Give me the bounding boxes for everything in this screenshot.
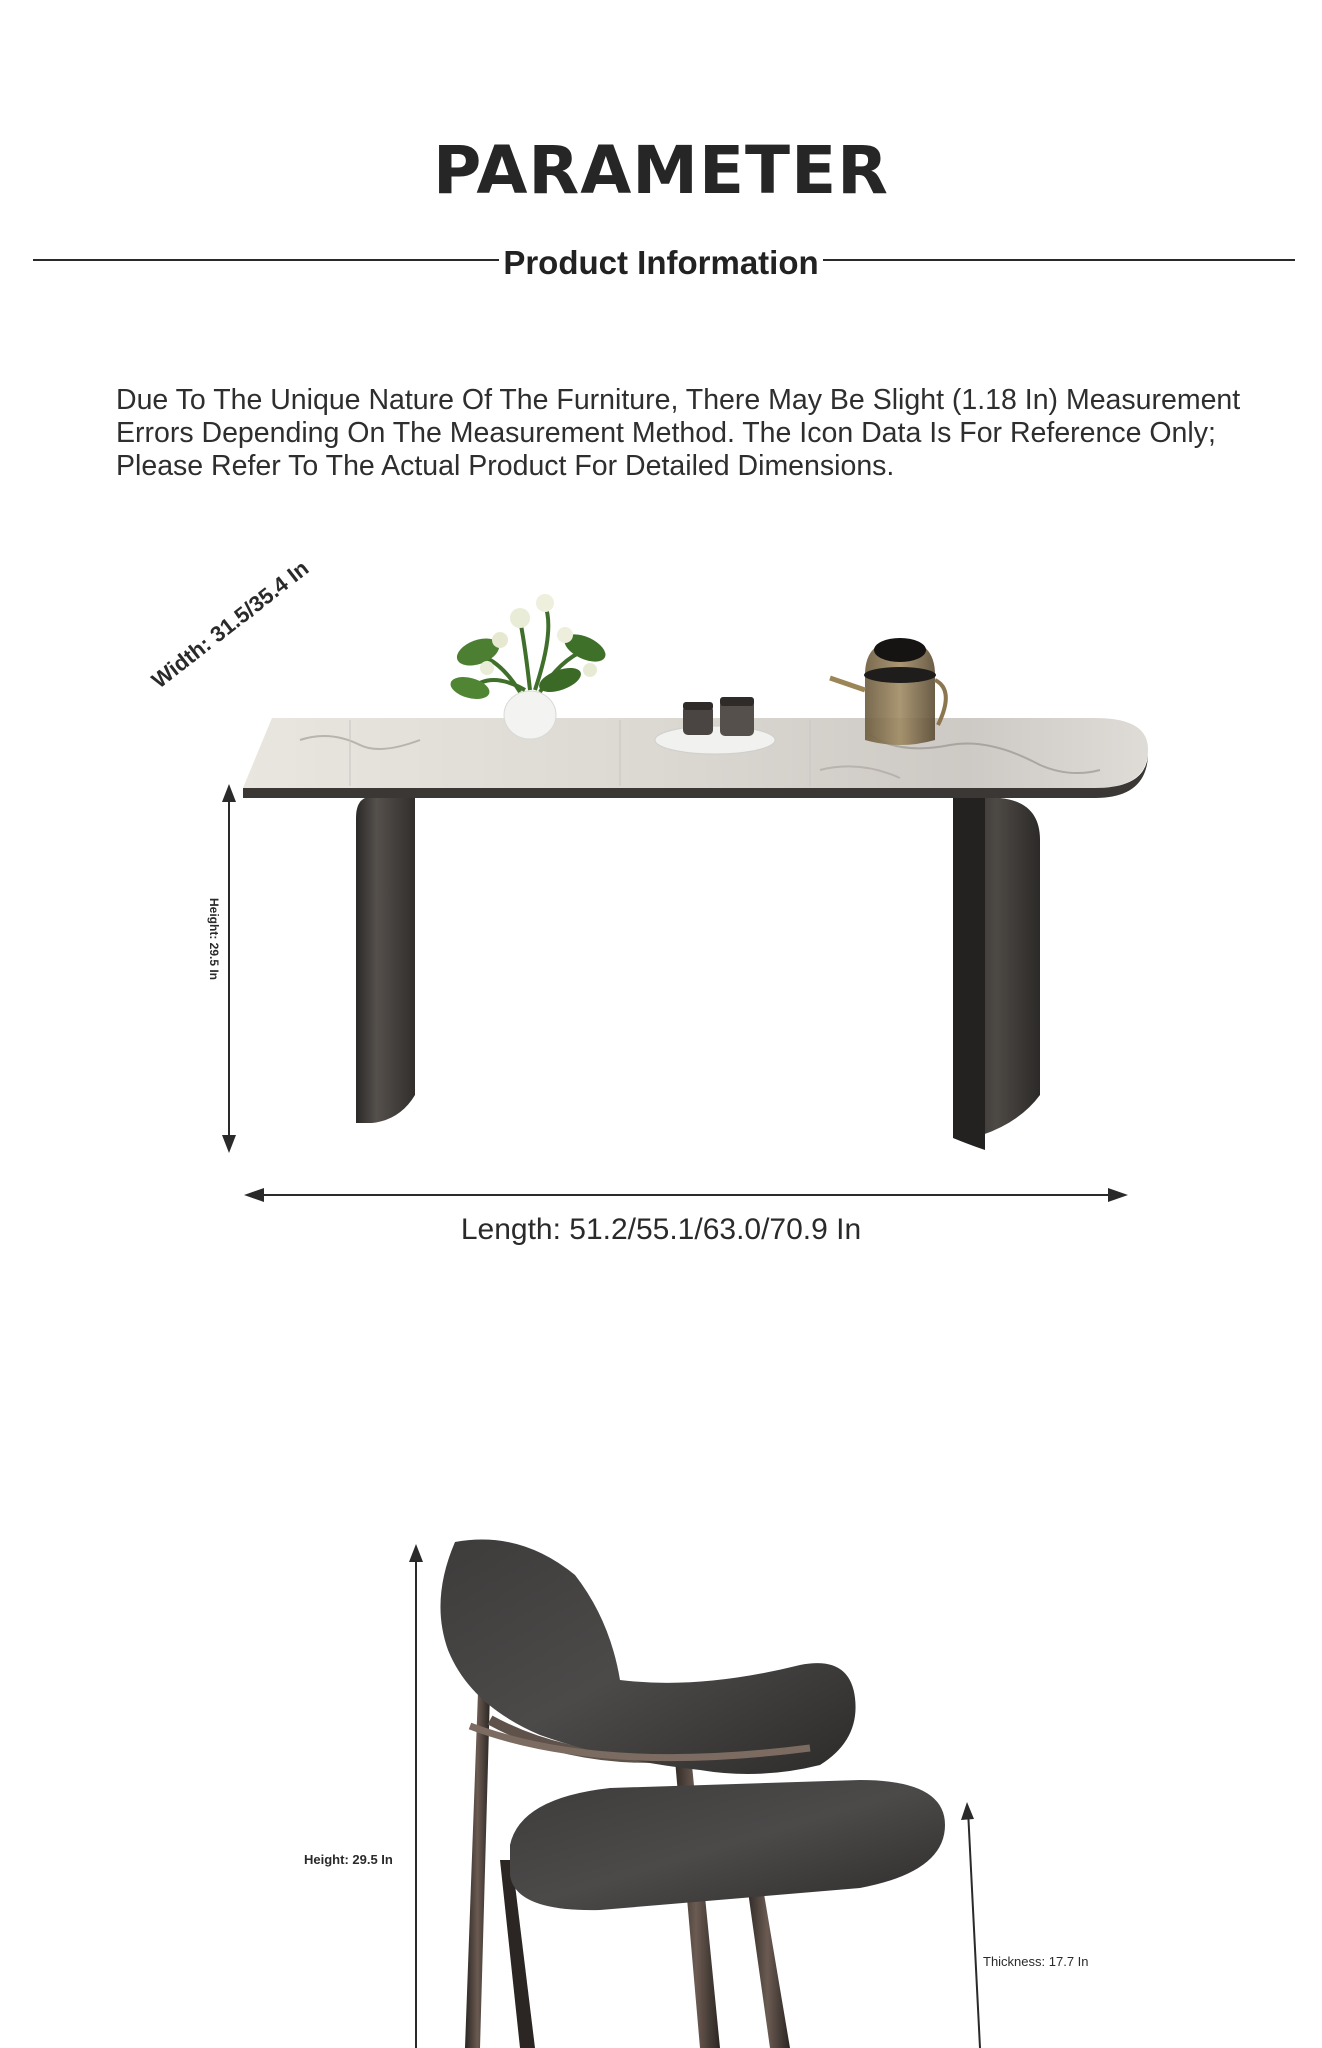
chair-height-arrow <box>409 1544 423 2048</box>
chair-thickness-label: Thickness: 17.7 In <box>983 1954 1089 1969</box>
table-figure <box>0 540 1322 1300</box>
section-title-text: Product Information <box>499 246 822 279</box>
thickness-arrow <box>961 1802 980 2048</box>
chair-figure <box>0 1480 1322 2048</box>
length-arrow <box>244 1188 1128 1202</box>
height-label: Height: 29.5 In <box>207 898 221 981</box>
height-arrow <box>222 784 236 1153</box>
length-label: Length: 51.2/55.1/63.0/70.9 In <box>460 1213 862 1246</box>
page-title: PARAMETER <box>433 132 889 209</box>
chair-height-label: Height: 29.5 In <box>304 1852 393 1867</box>
section-title <box>0 246 1322 279</box>
chair-illustration <box>0 1480 1322 2048</box>
flower-vase <box>448 594 609 739</box>
chair-seat <box>510 1780 945 1910</box>
width-label: Width: 31.5/35.4 In <box>146 555 314 694</box>
measurement-notice: Due To The Unique Nature Of The Furniture, There May Be Slight (1.18 In) Measurement Errors Depending On The Measurement Method. The Icon Data Is For Reference Only; Please Refer To The Actual Product For Detailed Dimensions. <box>116 384 1241 482</box>
chair-backrest <box>440 1539 855 1774</box>
table-legs <box>356 798 1040 1150</box>
